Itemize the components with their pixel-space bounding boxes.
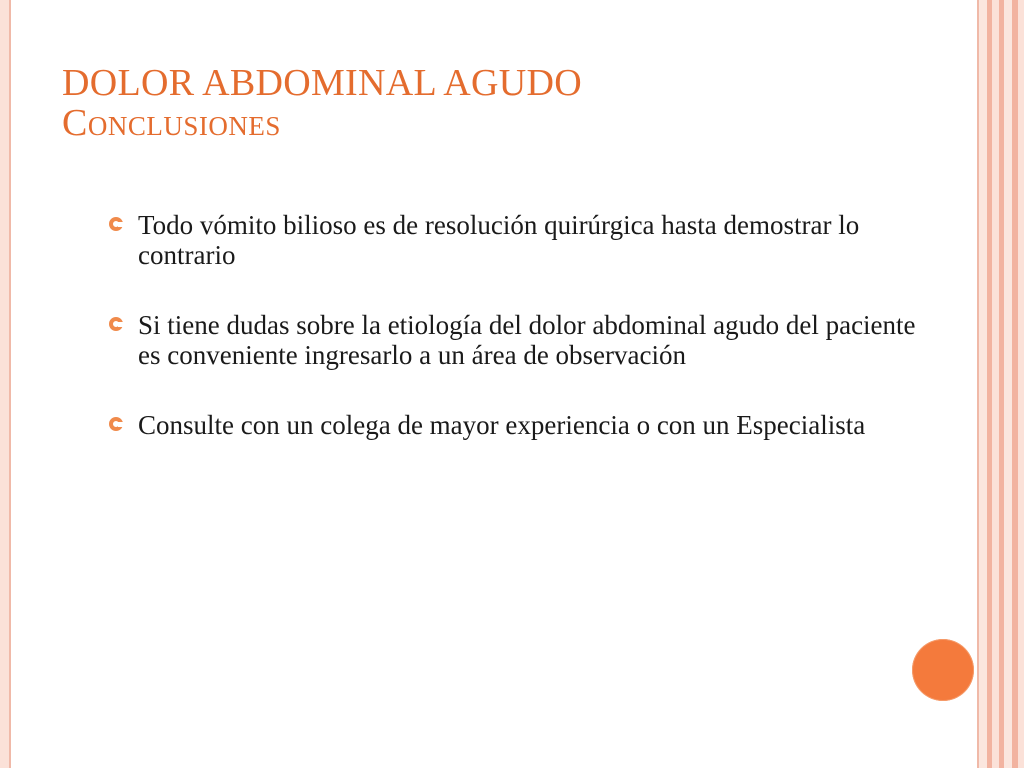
accent-circle-decoration: [912, 639, 974, 701]
bullet-text: Si tiene dudas sobre la etiología del dolor abdominal agudo del paciente es conveniente ingresarlo a un área de observación: [138, 310, 916, 370]
open-circle-bullet-icon: [109, 317, 123, 331]
slide-subtitle: Conclusiones: [62, 102, 281, 144]
open-circle-bullet-icon: [109, 217, 123, 231]
bullet-text: Todo vómito bilioso es de resolución quirúrgica hasta demostrar lo contrario: [138, 210, 860, 270]
right-border-stripe: [992, 0, 999, 768]
bullet-item: [106, 410, 936, 440]
slide-title-main: DOLOR ABDOMINAL AGUDO: [62, 62, 583, 104]
slide-title: [62, 64, 582, 142]
right-border-stripe: [1018, 0, 1024, 768]
open-circle-bullet-icon: [109, 417, 123, 431]
bullet-list: [106, 210, 936, 480]
bullet-item: [106, 210, 936, 270]
right-border-stripe: [979, 0, 987, 768]
bullet-item: [106, 310, 936, 370]
left-border-decoration: [0, 0, 10, 768]
right-border-stripe: [1004, 0, 1012, 768]
bullet-text: Consulte con un colega de mayor experiencia o con un Especialista: [138, 410, 866, 440]
